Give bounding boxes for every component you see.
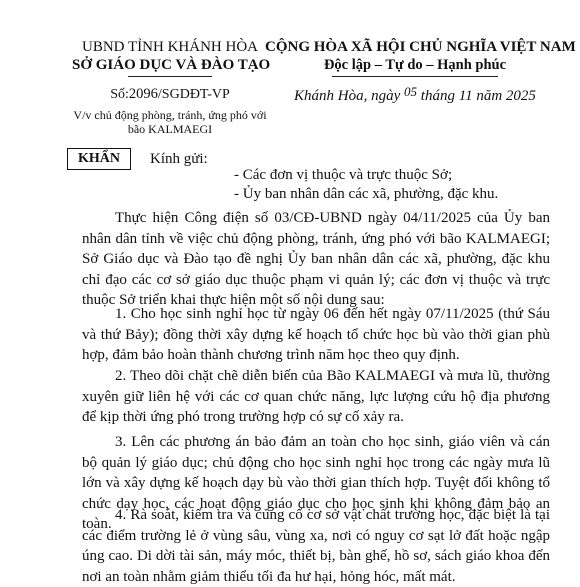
motto-underline xyxy=(332,76,498,77)
recipient-item: - Ủy ban nhân dân các xã, phường, đặc khu. xyxy=(234,186,499,202)
agency-name: SỞ GIÁO DỤC VÀ ĐÀO TẠO xyxy=(72,57,271,73)
date-day: 05 xyxy=(404,84,418,99)
document-number-prefix: Số: xyxy=(110,87,129,102)
urgent-stamp: KHẨN xyxy=(67,148,131,170)
document-number-value: 2096 xyxy=(128,86,158,102)
directive-item-4: 4. Rà soát, kiểm tra và củng cố cơ sở vật chất trường học, đặc biệt là tại các điểm trường lẻ ở vùng sâu, vùng xa, nơi có nguy cơ sạt lở đất hoặc ngập úng cao. Di dời tài sản, máy móc, thiết bị, bàn ghế, hồ sơ, sách giáo khoa đến nơi an toàn nhằm giảm thiểu tối đa hư hại, hỏng hóc, mất mát. xyxy=(82,507,550,585)
date-line xyxy=(265,84,565,105)
directive-item-1: 1. Cho học sinh nghỉ học từ ngày 06 đến hết ngày 07/11/2025 (thứ Sáu và thứ Bảy); đồng thời xây dựng kế hoạch tổ chức học bù vào thời gian phù hợp, đảm bảo hoàn thành chương trình năm học theo quy định. xyxy=(82,306,550,363)
national-motto: Độc lập – Tự do – Hạnh phúc xyxy=(323,57,507,73)
greeting: Kính gửi: xyxy=(150,151,208,167)
document-number-suffix: /SGDĐT-VP xyxy=(157,87,230,102)
agency-underline xyxy=(128,76,212,77)
intro-paragraph: Thực hiện Công điện số 03/CĐ-UBND ngày 04/11/2025 của Ủy ban nhân dân tỉnh về việc chủ động phòng, tránh, ứng phó với bão KALMAEGI; Sở Giáo dục và Đào tạo đề nghị Ủy ban nhân dân các xã, phường, đặc khu chỉ đạo các cơ sở giáo dục thuộc phạm vi quản lý; các đơn vị thuộc và trực thuộc Sở triển khai thực hiện một số nội dung sau: xyxy=(82,210,550,308)
date-suffix: tháng 11 năm 2025 xyxy=(417,88,536,104)
directive-item-2: 2. Theo dõi chặt chẽ diễn biến của Bão KALMAEGI và mưa lũ, thường xuyên giữ liên hệ với các cơ quan chức năng, lực lượng cứu hộ địa phương để kịp thời ứng phó trong trường hợp có sự cố xảy ra. xyxy=(82,368,550,425)
directive-item-3: 3. Lên các phương án bảo đảm an toàn cho học sinh, giáo viên và cán bộ quản lý giáo dục; chủ động cho học sinh nghỉ học trong các ngày mưa lũ lớn và xây dựng kế hoạch dạy bù vào thời gian thích hợp. Tuyệt đối không tổ chức dạy học, các hoạt động giáo dục cho học sinh khi không đảm bảo an toàn. xyxy=(82,434,550,532)
recipient-item: - Các đơn vị thuộc và trực thuộc Sở; xyxy=(234,167,453,183)
date-prefix: Khánh Hòa, ngày xyxy=(294,88,405,104)
document-subject: V/v chủ động phòng, tránh, ứng phó với bão KALMAEGI xyxy=(73,108,267,136)
agency-parent: UBND TỈNH KHÁNH HÒA xyxy=(82,39,258,55)
document-number xyxy=(72,86,268,103)
national-title: CỘNG HÒA XÃ HỘI CHỦ NGHĨA VIỆT NAM xyxy=(265,39,576,55)
